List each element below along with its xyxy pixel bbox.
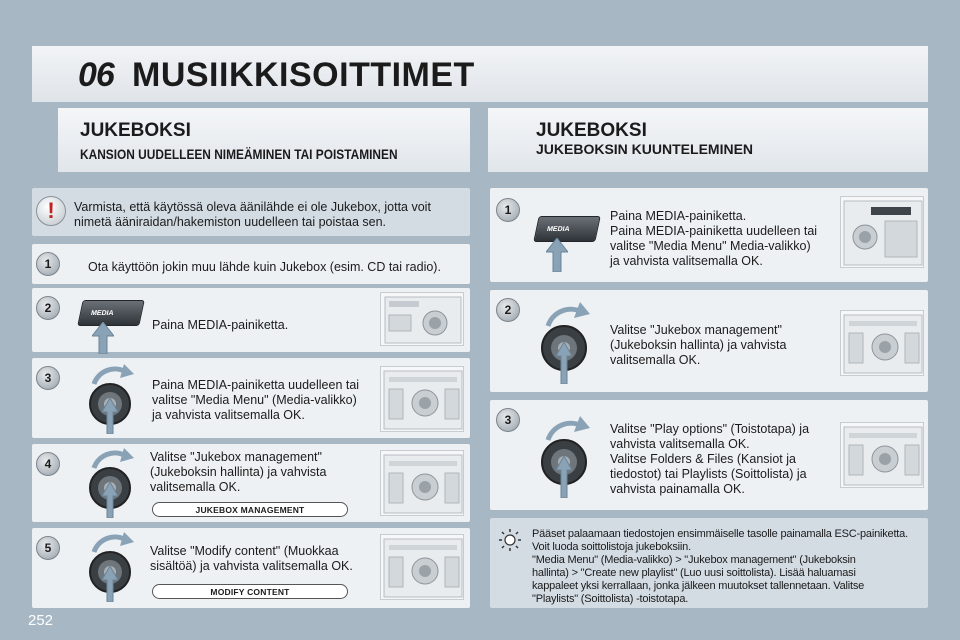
tip-note-line3: "Media Menu" (Media-valikko) > "Jukebox management" (Jukeboksin xyxy=(532,554,856,566)
page-number: 252 xyxy=(28,612,54,629)
right-step-2-line2: (Jukeboksin hallinta) ja vahvista xyxy=(610,338,787,352)
exclamation-icon: ! xyxy=(36,196,66,226)
right-step-1-line2: Paina MEDIA-painiketta uudelleen tai xyxy=(610,224,818,238)
right-step-3-line3: Valitse Folders & Files (Kansiot ja xyxy=(610,452,796,466)
rotary-knob-icon xyxy=(536,414,596,498)
chapter-title: MUSIIKKISOITTIMET xyxy=(132,56,475,94)
arrow-up-icon xyxy=(92,322,114,354)
rotary-knob-icon xyxy=(82,362,142,434)
radio-panel-image xyxy=(380,366,464,432)
tip-note-line4: hallinta) > "Create new playlist" (Luo uusi soittolista). Lisää haluamasi xyxy=(532,567,856,579)
left-step-3-line3: ja vahvista valitsemalla OK. xyxy=(152,408,305,422)
rotary-knob-icon xyxy=(536,300,596,384)
right-step-3-line2: vahvista valitsemalla OK. xyxy=(610,437,750,451)
right-step-2-line1: Valitse "Jukebox management" xyxy=(610,323,782,337)
left-step-4-line2: (Jukeboksin hallinta) ja vahvista xyxy=(150,465,327,479)
warning-text-line2: nimetä ääniraidan/hakemiston uudelleen tai poistaa sen. xyxy=(74,215,387,229)
tip-note-line1: Pääset palaamaan tiedostojen ensimmäiselle tasolle painamalla ESC-painiketta. xyxy=(532,528,908,540)
radio-panel-image xyxy=(380,450,464,516)
right-step-3-line1: Valitse "Play options" (Toistotapa) ja xyxy=(610,422,810,436)
arrow-up-icon xyxy=(546,238,568,272)
rotary-knob-icon xyxy=(82,530,142,602)
step-number-badge: 3 xyxy=(36,366,60,390)
warning-text-line1: Varmista, että käytössä oleva äänilähde ei ole Jukebox, jotta voit xyxy=(74,200,431,214)
left-section-title: JUKEBOKSI xyxy=(80,120,191,141)
tip-note-line5: kappaleet yksi kerrallaan, jonka jälkeen muutokset tallennetaan. Valitse xyxy=(532,580,865,592)
tip-note-line2: Voit luoda soittolistoja jukeboksiin. xyxy=(532,541,691,553)
step-number-badge: 5 xyxy=(36,536,60,560)
right-step-1-line1: Paina MEDIA-painiketta. xyxy=(610,209,747,223)
right-step-2-line3: valitsemalla OK. xyxy=(610,353,701,367)
modify-content-menu-label: MODIFY CONTENT xyxy=(152,584,348,599)
tip-note-line6: "Playlists" (Soittolista) -toistotapa. xyxy=(532,593,689,605)
left-step-4-line3: valitsemalla OK. xyxy=(150,480,241,494)
step-number-badge: 2 xyxy=(496,298,520,322)
chapter-number: 06 xyxy=(78,56,114,94)
media-button-icon: MEDIA xyxy=(77,300,145,326)
step-number-badge: 2 xyxy=(36,296,60,320)
left-section-subtitle: KANSION UUDELLEEN NIMEÄMINEN TAI POISTAMINEN xyxy=(80,146,398,162)
left-step-2-text: Paina MEDIA-painiketta. xyxy=(152,318,289,332)
left-step-3-line2: valitse "Media Menu" (Media-valikko) xyxy=(152,393,357,407)
step-number-badge: 1 xyxy=(496,198,520,222)
left-step-5-line1: Valitse "Modify content" (Muokkaa xyxy=(150,544,339,558)
left-step-5-line2: sisältöä) ja vahvista valitsemalla OK. xyxy=(150,559,353,573)
radio-panel-image xyxy=(840,310,924,376)
right-section-subtitle: JUKEBOKSIN KUUNTELEMINEN xyxy=(536,141,754,157)
left-step-3-line1: Paina MEDIA-painiketta uudelleen tai xyxy=(152,378,360,392)
radio-panel-image xyxy=(380,292,464,346)
rotary-knob-icon xyxy=(82,446,142,518)
step-number-badge: 3 xyxy=(496,408,520,432)
left-step-1-text: Ota käyttöön jokin muu lähde kuin Jukebox (esim. CD tai radio). xyxy=(88,260,441,274)
radio-panel-image xyxy=(380,534,464,600)
right-step-1-line4: ja vahvista valitsemalla OK. xyxy=(610,254,763,268)
left-step-4-line1: Valitse "Jukebox management" xyxy=(150,450,322,464)
jukebox-management-menu-label: JUKEBOX MANAGEMENT xyxy=(152,502,348,517)
right-step-3-line4: tiedostot) tai Playlists (Soittolista) ja xyxy=(610,467,807,481)
radio-panel-image xyxy=(840,422,924,488)
right-section-title: JUKEBOKSI xyxy=(536,120,647,141)
step-number-badge: 1 xyxy=(36,252,60,276)
right-step-3-line5: vahvista painamalla OK. xyxy=(610,482,745,496)
right-step-1-line3: valitse "Media Menu" Media-valikko) xyxy=(610,239,811,253)
sun-icon xyxy=(498,528,522,552)
media-button-icon: MEDIA xyxy=(533,216,601,242)
radio-panel-image xyxy=(840,196,924,268)
step-number-badge: 4 xyxy=(36,452,60,476)
